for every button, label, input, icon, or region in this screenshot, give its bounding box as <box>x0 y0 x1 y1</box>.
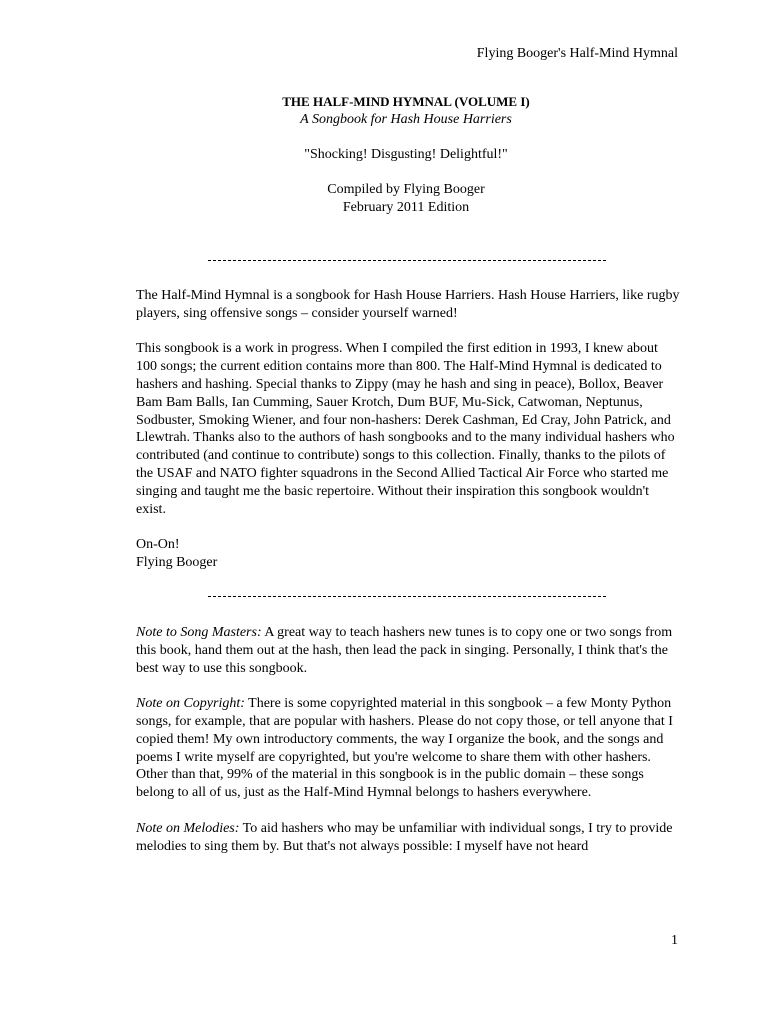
running-header: Flying Booger's Half-Mind Hymnal <box>476 46 678 61</box>
compiled-block <box>0 181 768 216</box>
note-label: Note on Melodies: <box>136 820 240 836</box>
note-label: Note on Copyright: <box>136 696 245 712</box>
note-text: A great way to teach hashers new tunes is to copy one or two songs from this book, hand them out at the hash, then lead the pack in singing. Personally, I think that's the best way to use this songbook. <box>136 625 673 676</box>
separator-rule-2 <box>208 596 606 597</box>
intro-paragraph-1: The Half-Mind Hymnal is a songbook for Hash House Harriers. Hash House Harriers, like rugby players, sing offensive songs – consider yourself warned! <box>136 288 680 321</box>
edition: February 2011 Edition <box>342 199 470 215</box>
intro-section <box>136 287 681 572</box>
separator-rule-1 <box>208 260 606 261</box>
document-title: THE HALF-MIND HYMNAL (VOLUME I) <box>282 94 530 109</box>
note-label: Note to Song Masters: <box>136 625 262 640</box>
page-number: 1 <box>671 933 678 948</box>
compiled-by: Compiled by Flying Booger <box>327 182 485 197</box>
signoff: On-On! <box>136 537 180 553</box>
title-block <box>0 93 768 128</box>
intro-paragraph-2: This songbook is a work in progress. When I compiled the first edition in 1993, I knew about 100 songs; the current edition contains more than 800. The Half-Mind Hymnal is dedicated to hashers and hashing. Special thanks to Zippy (may he hash and sing in peace), Bollox, Beaver Bam Bam Balls, Ian Cumming, Sauer Krotch, Dum BUF, Mu-Sick, Catwoman, Neptunus, Sodbuster, Smoking Wiener, and four non-hashers: Derek Cashman, Ed Cray, John Patrick, and Llewtrah. Thanks also to the authors of hash songbooks and to the many individual hashers who contributed (and continue to contribute) songs to this collection. Finally, thanks to the pilots of the USAF and NATO fighter squadrons in the Second Allied Tactical Air Force who started me singing and taught me the basic repertoire. Without their inspiration this songbook wouldn't exist. <box>136 341 675 517</box>
note-song-masters <box>136 624 681 677</box>
note-text: There is some copyrighted material in this songbook – a few Monty Python songs, for example, that are popular with hashers. Please do not copy those, or tell anyone that I copied them! My own introductory comments, the way I organize the book, and the songs and poems I write myself are copyrighted, but you're welcome to share them with other hashers. Other than that, 99% of the material in this songbook is in the public domain – these songs belong to all of us, just as the Half-Mind Hymnal belongs to hashers everywhere. <box>136 696 673 801</box>
tagline: "Shocking! Disgusting! Delightful!" <box>304 147 508 162</box>
document-subtitle: A Songbook for Hash House Harriers <box>300 111 512 127</box>
signature: Flying Booger <box>136 554 218 570</box>
note-melodies <box>136 820 681 856</box>
note-text: To aid hashers who may be unfamiliar with individual songs, I try to provide melodies to sing them by. But that's not always possible: I myself have not heard <box>136 820 673 854</box>
notes-section <box>136 624 681 855</box>
note-copyright <box>136 695 681 802</box>
